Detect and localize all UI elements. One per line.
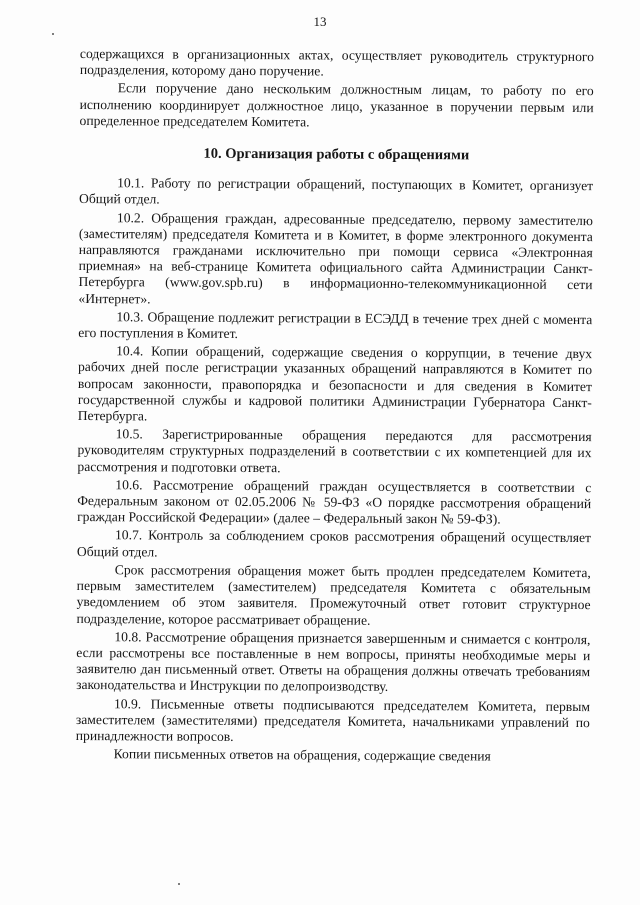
clause-10-3: 10.3. Обращение подлежит регистрации в ЕСЭДД в течение трех дней с момента его поступления в Комитет. [78,309,593,342]
clause-10-7: 10.7. Контроль за соблюдением сроков рассмотрения обращений осуществляет Общий отдел. [76,527,592,560]
clause-10-2: 10.2. Обращения граждан, адресованные председателю, первому заместителю (заместителям) председателя Комитета и в Комитет, в форме электронного документа направляются гражданами исключительно при помощи сервиса «Электронная приемная» на веб-странице Комитета официального сайта Администрации Санкт-Петербурга (www.gov.spb.ru) в информационно-телекоммуникационной сети «Интернет». [78,209,593,307]
paragraph-copies: Копии письменных ответов на обращения, содержащие сведения [113,746,491,764]
clause-10-9: 10.9. Письменные ответы подписываются председателем Комитета, первым заместителем (заместителями) председателя Комитета, начальниками управлений по принадлежности вопросов. [75,695,591,744]
clause-10-5: 10.5. Зарегистрированные обращения передаются для рассмотрения руководителям структурных подразделений в соответствии с их компетенцией для их рассмотрения и подготовки ответа. [77,426,592,475]
clause-10-7-extension: Срок рассмотрения обращения может быть продлен председателем Комитета, первым заместителем (заместителем) председателя Комитета с обязательным уведомлением об этом заявителя. Промежуточный ответ готовит структурное подразделение, которое рассматривает обращение. [76,562,591,628]
clause-10-8: 10.8. Рассмотрение обращения признается завершенным и снимается с контроля, если рассмотрены все поставленные в нем вопросы, приняты необходимые меры и заявителю дан письменный ответ. Ответы на обращения должны отвечать требованиям законодательства и Инструкции по делопроизводству. [76,628,591,695]
page-number: 13 [313,14,327,29]
scan-speck [52,33,54,35]
paragraph-continuation: содержащихся в организационных актах, осуществляет руководитель структурного подразделения, которому дано поручение. [79,46,594,79]
clause-10-4: 10.4. Копии обращений, содержащие сведения о коррупции, в течение двух рабочих дней после регистрации указанных обращений направляются в Комитет по вопросам законности, правопорядка и безопасности и для сведения в Комитет государственной службы и кадровой политики Администрации Губернатора Санкт-Петербурга. [77,343,593,424]
section-heading: 10. Организация работы с обращениями [203,145,470,164]
scan-speck [178,883,180,885]
paragraph: Если поручение дано нескольким должностным лицам, то работу по его исполнению координирует должностное лицо, указанное в поручении первым или определенное председателем Комитета. [79,80,594,130]
clause-10-1: 10.1. Работу по регистрации обращений, поступающих в Комитет, организует Общий отдел. [79,175,594,207]
document-body [76,46,594,767]
clause-10-6: 10.6. Рассмотрение обращений граждан осуществляется в соответствии с Федеральным законом от 02.05.2006 № 59-ФЗ «О порядке рассмотрения обращений граждан Российской Федерации» (далее – Федеральный закон № 59-ФЗ). [77,477,592,527]
